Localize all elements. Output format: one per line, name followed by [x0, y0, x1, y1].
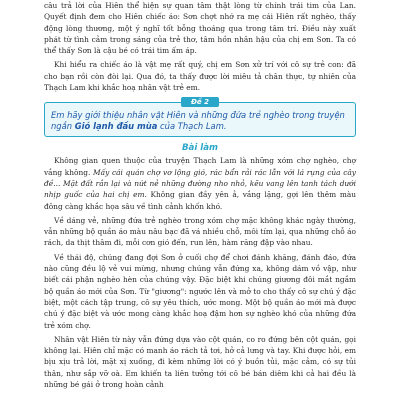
paragraph-top-1: câu trả lời của Hiên thể hiện sự quan tâm thật lòng từ chính trái tim của Lan. Quyết định đem cho Hiên chiếc áo: Sơn chợt nhớ ra mẹ cái Hiên rất nghèo, thấy động lòng thương, một ý nghĩ tốt bỗng thoáng qua trong tâm trí. Điều này xuất phát từ tình cảm trong sáng của trẻ thơ, tâm hồn nhân hậu của chị em Sơn. Ta có thể thấy Sơn là cậu bé có trái tim ấm áp. — [44, 1, 356, 56]
exercise-box — [44, 102, 356, 137]
exercise-prompt-after: của Thạch Lam. — [157, 121, 227, 132]
exercise-prompt — [51, 110, 349, 132]
answer-paragraph-3: Về thái độ, chúng đang đợi Sơn ở cuối chợ để chơi đánh khăng, đánh đáo, đứa nào cũng đều lộ vẻ vui mừng, nhưng chúng vẫn đứng xa, không dám vồ vập, như biết cái phận nghèo hèn của chúng vậy. Đặc biệt khi chúng giương đôi mắt ngắm bộ quần áo mới của Sơn. Từ "giương": ngước lên và mở to cho thấy cô sự chú ý đặc biệt, một cách tập trung, cô sự yêu thích, ước mong. Một bộ quần áo mới mà được chú ý đặc biệt và ước mong càng khắc hoạ đậm hơn sự nghèo khó của những đứa trẻ xóm chợ. — [44, 252, 356, 330]
answer-p1-plain: Không gian quen thuộc của truyện Thạch Lam là những xóm chợ nghèo, chợ vắng không. — [44, 156, 356, 177]
answer-paragraph-2: Về dáng vẻ, những đứa trẻ nghèo trong xóm chợ mặc không khác ngày thường, vẫn những bộ quần áo màu nâu bạc đã vá nhiều chỗ, môi tím lại, qua những chỗ áo rách, da thịt thâm đi, mỗi cơn gió đến, run lên, hàm răng đập vào nhau. — [44, 215, 356, 248]
answer-p1-end: Không gian đầy yên ả, vắng lặng, gợi lên thêm màu đông càng khắc họa sâu về tình cảnh khốn khó. — [44, 190, 357, 211]
answer-p1-quote: Mấy cái quán chợ vơ lộng gió, rác bẩn rải rác lẫn với lá rụng của cây đề... Mặt đất rắn lại và nứt nẻ những đường nho nhỏ, kẽu vang lên tanh tách dưới nhịp guốc của hai chị em. — [44, 167, 356, 200]
exercise-block — [44, 98, 356, 137]
answer-paragraph-4: Nhân vật Hiên từ này vẫn đứng dựa vào cột quán, co ro đứng bên cột quán, gọi không lại. Hiên chỉ mặc có manh áo rách tả tơi, hở cả lưng và tay. Khi được hỏi, em bịu xịu trả lời, mặt xị xuống, đi kèm những lời có ý buồn tủi, mặc cảm, có sự tủi thân, như sắp vỡ oà. Em khiến ta liên tưởng tới cô bé bán diêm khi cả hai đều là những bé gái ở trong hoàn cảnh — [44, 334, 356, 390]
answer-heading: Bài làm — [182, 143, 218, 154]
exercise-prompt-title: Gió lạnh đầu mùa — [74, 121, 158, 132]
paragraph-top-2: Khi hiểu ra chiếc áo là vật mẹ rất quý, chị em Sơn xử trí với cô sự trẻ con: đã cho bạn rồi còn đòi lại. Qua đó, ta thấy được lời miêu tả chân thực, tự nhiên của Thạch Lam khi khắc hoạ nhân vật trẻ em. — [44, 60, 356, 93]
exercise-badge: Đề 2 — [181, 97, 219, 107]
answer-paragraph-1 — [44, 155, 356, 211]
exercise-prompt-before: Em hãy giới thiệu nhân vật Hiên và những đứa trẻ nghèo trong truyện ngắn — [51, 110, 345, 132]
